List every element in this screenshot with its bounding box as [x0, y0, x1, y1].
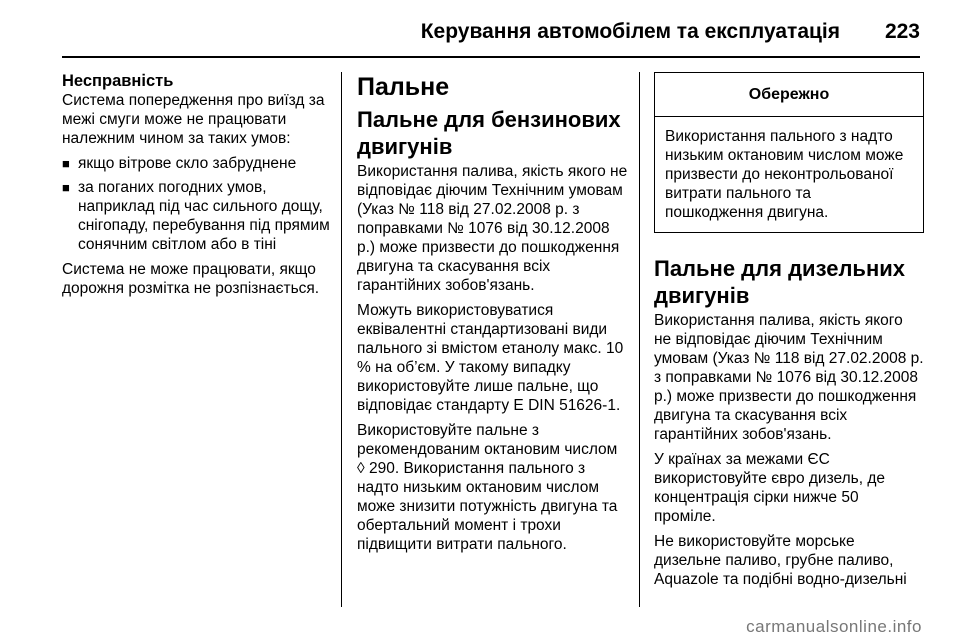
paragraph: У країнах за межами ЄС використовуйте євро дизель, де концентрація сірки нижче 50 проміле.	[654, 451, 886, 525]
paragraph: Система не може працювати, якщо дорожня розмітка не розпізнається.	[62, 261, 320, 297]
paragraph-text: 290. Використання пального з надто низьким октановим числом може знизити потужність двигуна та обертальний момент і трохи підвищити витрати пального.	[357, 460, 618, 553]
column-right	[654, 72, 924, 595]
paragraph: Використання палива, якість якого не відповідає діючим Технічним умовам (Указ № 118 від 27.02.2008 р. з поправками № 1076 від 30.12.2008 р.) може призвести до пошкодження двигуна та скасування всіх гарантійних зобов'язань.	[654, 312, 924, 443]
list-item-text: якщо вітрове скло забруднене	[78, 155, 297, 172]
header-rule	[62, 56, 920, 58]
warning-title: Обережно	[655, 73, 923, 117]
running-header-title: Керування автомобілем та експлуатація	[420, 20, 840, 43]
column-left	[62, 72, 330, 304]
column-middle	[357, 72, 629, 560]
paragraph-text: Використовуйте пальне з рекомендованим октановим числом	[357, 422, 618, 458]
bullet-square-icon: ■	[62, 180, 70, 195]
column-divider-2	[639, 72, 640, 607]
paragraph: Система попередження про виїзд за межі смуги може не працювати належним чином за таких умов:	[62, 92, 325, 147]
paragraph	[357, 421, 629, 554]
page-reference-icon: ◊	[357, 460, 365, 477]
page-number: 223	[884, 20, 920, 43]
paragraph: Використання палива, якість якого не відповідає діючим Технічним умовам (Указ № 118 від 27.02.2008 р. з поправками № 1076 від 30.12.2008 р.) може призвести до пошкодження двигуна та скасування всіх гарантійних зобов'язань.	[357, 163, 628, 294]
list-item-text: за поганих погодних умов, наприклад під час сильного дощу, снігопаду, перебування під прямим сонячним світлом або в тіні	[78, 179, 330, 253]
list-item	[62, 178, 330, 254]
paragraph: Можуть використовуватися еквівалентні стандартизовані види пального зі вмістом етанолу макс. 10 % на об’єм. У такому випадку використовуйте лише пальне, що відповідає стандарту E DIN 51626-1.	[357, 302, 624, 414]
section-heading-petrol-fuel: Пальне для бензинових двигунів	[357, 107, 621, 159]
column-divider-1	[341, 72, 342, 607]
section-heading-malfunction: Несправність	[62, 72, 174, 90]
warning-box	[654, 72, 924, 233]
chapter-title-fuel: Пальне	[357, 73, 450, 101]
paragraph: Не використовуйте морське дизельне паливо, грубне паливо, Aquazole та подібні водно-дизельні	[654, 533, 907, 588]
section-heading-diesel-fuel: Пальне для дизельних двигунів	[654, 256, 905, 308]
watermark: carmanualsonline.info	[746, 617, 922, 636]
list-item	[62, 154, 330, 173]
bullet-square-icon: ■	[62, 156, 70, 171]
warning-text: Використання пального з надто низьким октановим числом може призвести до неконтрольованої витрати пального та пошкодження двигуна.	[665, 128, 904, 221]
bullet-list	[62, 154, 330, 254]
